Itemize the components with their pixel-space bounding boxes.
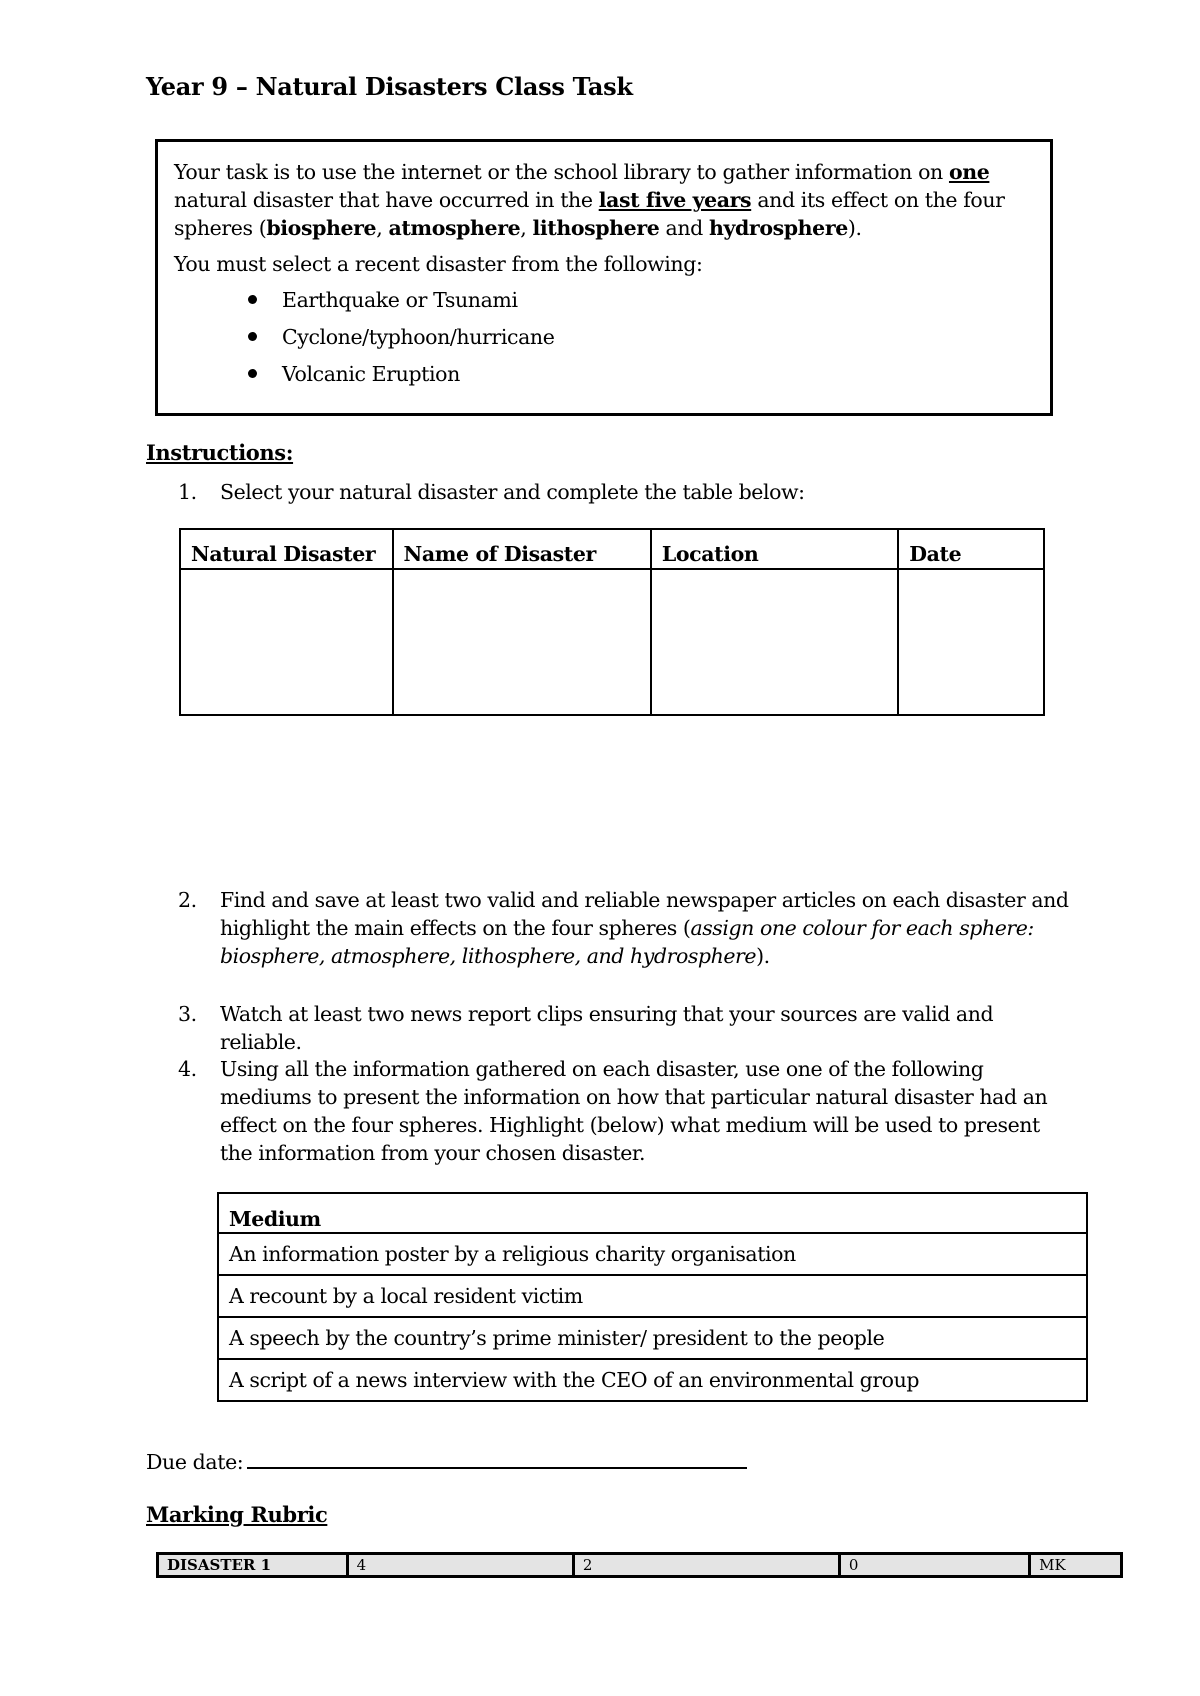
marking-rubric-table (156, 1552, 1123, 1578)
step-text-part: Find and save at least two valid and reliable newspaper articles on each disaster and highlight the main effects on the four spheres ( (220, 888, 1069, 940)
due-date-field[interactable] (247, 1447, 747, 1469)
marking-rubric-heading: Marking Rubric (146, 1502, 328, 1527)
list-item (174, 282, 1034, 319)
rubric-cell-score-4: 4 (347, 1554, 573, 1577)
column-header-date: Date (898, 529, 1044, 569)
task-text: and its effect on the four spheres ( (174, 188, 1005, 240)
step-number: 3. (178, 1002, 197, 1026)
table-header-row (180, 529, 1044, 569)
due-date-line (146, 1447, 747, 1474)
page-title: Year 9 – Natural Disasters Class Task (146, 72, 633, 101)
select-disaster-text: You must select a recent disaster from the following: (174, 252, 703, 276)
step-text: Watch at least two news report clips ensuring that your sources are valid and reliable. (220, 1002, 994, 1054)
task-text: and (659, 216, 709, 240)
instruction-step-3 (178, 1000, 1078, 1056)
option-label: Earthquake or Tsunami (282, 288, 518, 312)
disaster-options-list (174, 282, 1034, 393)
sphere-atmosphere: atmosphere (388, 216, 521, 240)
natural-disaster-cell[interactable] (180, 569, 393, 715)
table-row (218, 1275, 1087, 1317)
name-of-disaster-cell[interactable] (393, 569, 651, 715)
task-text: ). (847, 216, 862, 240)
list-item (174, 319, 1034, 356)
rubric-cell-score-0: 0 (839, 1554, 1029, 1577)
rubric-cell-mark: MK (1030, 1554, 1122, 1577)
task-emphasis-one: one (948, 160, 990, 184)
option-label: Volcanic Eruption (282, 362, 460, 386)
table-row (218, 1233, 1087, 1275)
due-date-label: Due date: (146, 1450, 244, 1474)
table-row (158, 1554, 1122, 1577)
task-paragraph (174, 158, 1034, 242)
step-text-part: ). (756, 944, 770, 968)
rubric-cell-score-2: 2 (573, 1554, 839, 1577)
bullet-icon (248, 295, 257, 304)
medium-option-cell[interactable]: A speech by the country’s prime minister/ president to the people (218, 1317, 1087, 1359)
step-number: 4. (178, 1057, 197, 1081)
step-number: 1. (178, 480, 197, 504)
medium-options-table (217, 1192, 1088, 1402)
table-header-row (218, 1193, 1087, 1233)
rubric-cell-disaster: DISASTER 1 (158, 1554, 348, 1577)
step-number: 2. (178, 888, 197, 912)
task-text: , (376, 216, 389, 240)
medium-option-cell[interactable]: An information poster by a religious charity organisation (218, 1233, 1087, 1275)
instruction-step-1 (178, 478, 1078, 506)
task-text: natural disaster that have occurred in the (174, 188, 599, 212)
task-text: , (520, 216, 533, 240)
task-description-box (155, 139, 1053, 416)
medium-option-cell[interactable]: A recount by a local resident victim (218, 1275, 1087, 1317)
bullet-icon (248, 369, 257, 378)
task-emphasis-last-five-years: last five years (598, 188, 752, 212)
instruction-step-4 (178, 1055, 1078, 1167)
bullet-icon (248, 332, 257, 341)
location-cell[interactable] (651, 569, 898, 715)
medium-option-cell[interactable]: A script of a news interview with the CEO of an environmental group (218, 1359, 1087, 1401)
instructions-heading: Instructions: (146, 440, 294, 465)
disaster-details-table (179, 528, 1045, 716)
option-label: Cyclone/typhoon/hurricane (282, 325, 555, 349)
column-header-location: Location (651, 529, 898, 569)
table-row (218, 1359, 1087, 1401)
column-header-name-of-disaster: Name of Disaster (393, 529, 651, 569)
step-text (220, 886, 1078, 970)
step-text-italic: assign one colour for each sphere: biosphere, atmosphere, lithosphere, and hydrosphere (220, 916, 1034, 968)
table-row (218, 1317, 1087, 1359)
date-cell[interactable] (898, 569, 1044, 715)
column-header-natural-disaster: Natural Disaster (180, 529, 393, 569)
sphere-biosphere: biosphere (266, 216, 377, 240)
list-item (174, 356, 1034, 393)
sphere-lithosphere: lithosphere (532, 216, 660, 240)
step-text: Select your natural disaster and complete the table below: (220, 480, 805, 504)
column-header-medium: Medium (218, 1193, 1087, 1233)
sphere-hydrosphere: hydrosphere (708, 216, 848, 240)
table-row (180, 569, 1044, 715)
instruction-step-2 (178, 886, 1078, 970)
task-text: Your task is to use the internet or the school library to gather information on (174, 160, 949, 184)
step-text: Using all the information gathered on each disaster, use one of the following mediums to present the information on how that particular natural disaster had an effect on the four spheres. Highlight (below) what medium will be used to present the information from your chosen disaster. (220, 1057, 1048, 1165)
